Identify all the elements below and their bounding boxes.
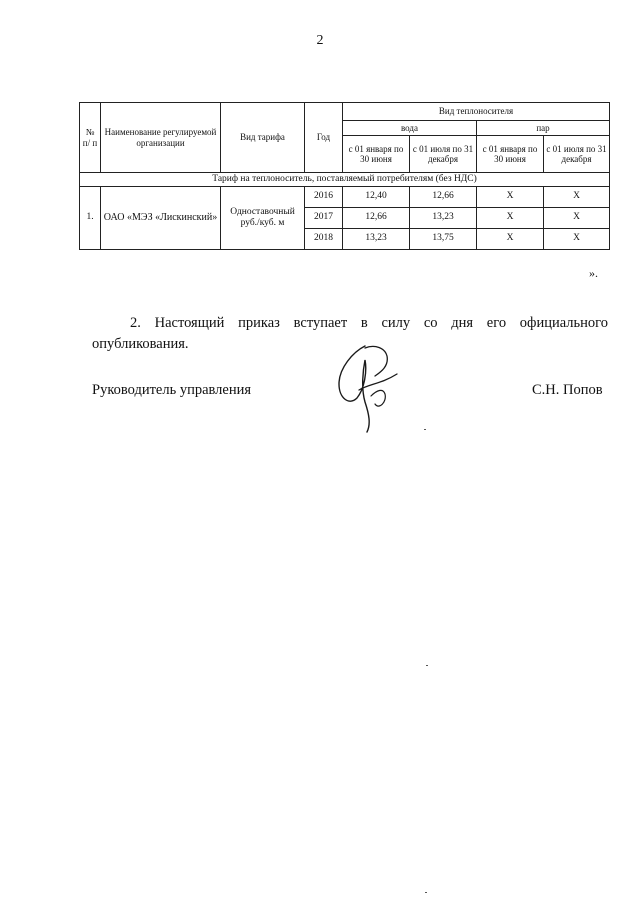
signature-image: [325, 340, 415, 435]
scan-speck: [425, 892, 427, 893]
header-tariff-type: Вид тарифа: [221, 103, 305, 173]
tariff-table: [79, 102, 610, 250]
order-paragraph: 2. Настоящий приказ вступает в силу со дня его официального опубликования.: [92, 315, 608, 352]
scan-speck: [424, 429, 426, 430]
header-steam-period2: с 01 июля по 31 декабря: [544, 136, 610, 173]
header-water-period1: с 01 января по 30 июня: [343, 136, 410, 173]
row-year: 2016: [305, 186, 343, 207]
entry-org-name: ОАО «МЭЗ «Лискинский»: [101, 186, 221, 249]
signatory-title: Руководитель управления: [92, 382, 252, 398]
row-water-period1: 13,23: [343, 228, 410, 249]
row-water-period2: 12,66: [410, 186, 477, 207]
row-water-period1: 12,40: [343, 186, 410, 207]
row-steam-period2: X: [544, 207, 610, 228]
row-water-period1: 12,66: [343, 207, 410, 228]
header-year: Год: [305, 103, 343, 173]
header-steam-period1: с 01 января по 30 июня: [477, 136, 544, 173]
row-year: 2018: [305, 228, 343, 249]
header-num: № п/ п: [80, 103, 101, 173]
row-steam-period1: X: [477, 186, 544, 207]
scan-speck: [426, 665, 428, 666]
header-water-period2: с 01 июля по 31 декабря: [410, 136, 477, 173]
row-water-period2: 13,23: [410, 207, 477, 228]
row-steam-period2: X: [544, 186, 610, 207]
entry-tariff-type: Одноставочный руб./куб. м: [221, 186, 305, 249]
header-water: вода: [343, 121, 477, 136]
row-steam-period1: X: [477, 228, 544, 249]
signatory-name: С.Н. Попов: [532, 382, 603, 398]
row-steam-period1: X: [477, 207, 544, 228]
closing-quote: ».: [589, 266, 598, 280]
row-year: 2017: [305, 207, 343, 228]
page-number: 2: [316, 33, 324, 48]
table-row: [80, 186, 610, 207]
row-water-period2: 13,75: [410, 228, 477, 249]
table-subtitle: Тариф на теплоноситель, поставляемый потребителям (без НДС): [80, 173, 610, 187]
row-steam-period2: X: [544, 228, 610, 249]
entry-num: 1.: [80, 186, 101, 249]
header-steam: пар: [477, 121, 610, 136]
header-org-name: Наименование регулируемой организации: [101, 103, 221, 173]
header-carrier: Вид теплоносителя: [343, 103, 610, 121]
